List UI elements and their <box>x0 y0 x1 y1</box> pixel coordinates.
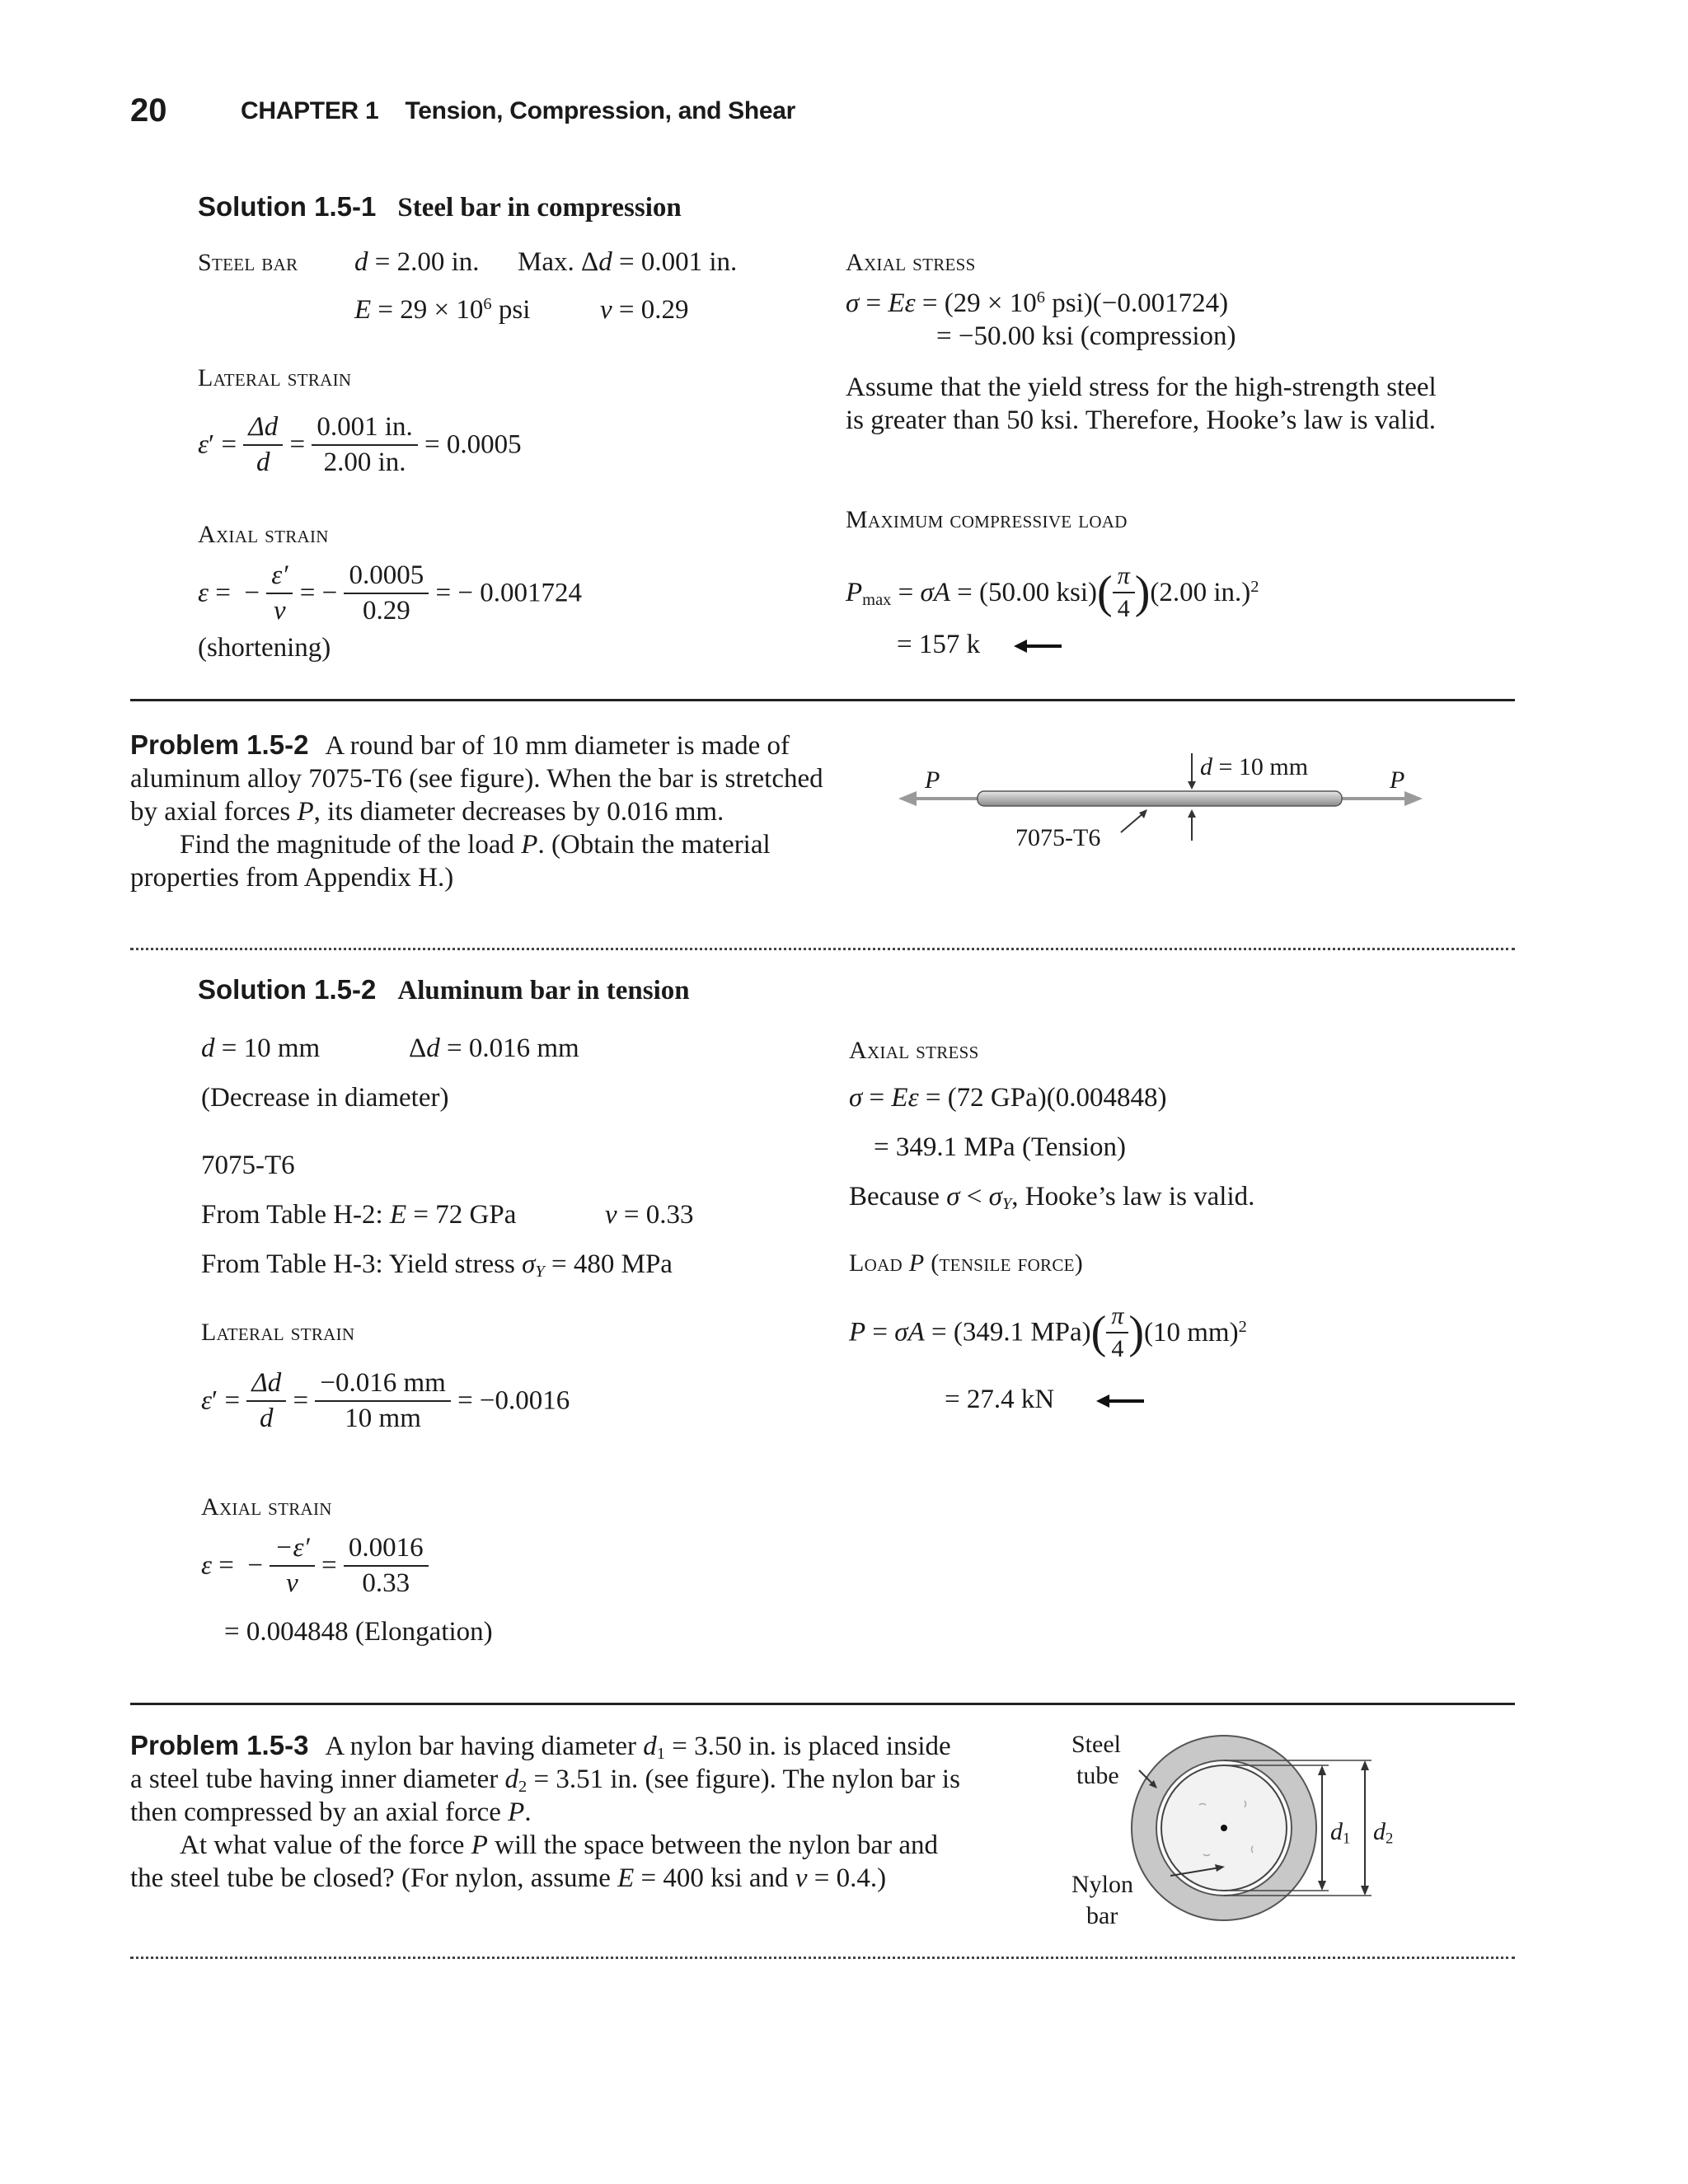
axial-stress-label: Axial stress <box>849 1037 979 1064</box>
diameter-value: d = 2.00 in. <box>354 247 480 277</box>
solution-name: Steel bar in compression <box>397 193 682 223</box>
table-h2-line: From Table H-2: E = 72 GPa <box>201 1200 517 1230</box>
solution-label: Solution 1.5-1 <box>198 191 377 222</box>
load-label: Load P (tensile force) <box>849 1249 1084 1277</box>
bar-tension-figure <box>898 750 1434 857</box>
max-diameter-change: Max. Δd = 0.001 in. <box>518 247 738 277</box>
axial-stress-equation: $\sigma = E\varepsilon = (29 \times 10^6$ psi)(−0.001724) <box>846 288 1229 318</box>
figure-tube-label: tube <box>1076 1762 1119 1789</box>
problem-label: Problem 1.5-2 <box>130 729 309 760</box>
lateral-strain-equation: ε′ = $\frac{\Delta d}{d}$ = $\frac{-0.016 mm}{10 mm}$ = −0.0016 <box>201 1368 570 1433</box>
axial-stress-label: Axial stress <box>846 249 976 276</box>
solution-name: Aluminum bar in tension <box>397 976 690 1005</box>
fraction: $\frac{\varepsilon'}{\nu}$ <box>266 560 293 626</box>
solution-label: Solution 1.5-2 <box>198 974 377 1005</box>
fraction: $\frac{0.001 in.}{2.00 in.}$ <box>312 412 417 478</box>
hooke-assumption: Assume that the yield stress for the high-strength steel is greater than 50 ksi. Therefore, Hooke’s law is valid. <box>846 373 1437 435</box>
chapter-number: CHAPTER 1 <box>241 97 379 124</box>
section-divider <box>130 699 1515 701</box>
axial-strain-label: Axial strain <box>201 1493 332 1521</box>
shortening-note: (shortening) <box>198 633 331 663</box>
modulus-value: $E = 29 \times 10^6$ psi <box>354 294 531 325</box>
chapter-heading <box>241 97 795 125</box>
load-result: = 27.4 kN <box>945 1385 1055 1414</box>
steel-bar-label: Steel bar <box>198 249 298 276</box>
fraction: $\frac{\Delta d}{d}$ <box>243 412 283 478</box>
diameter-change: Δd = 0.016 mm <box>409 1033 579 1063</box>
figure-nylon-label: Nylon <box>1071 1871 1133 1898</box>
axial-stress-result: = 349.1 MPa (Tension) <box>874 1132 1126 1162</box>
hooke-validity: Because $\sigma < \sigma_Y$, Hooke’s law is valid. <box>849 1182 1255 1214</box>
axial-strain-equation: ε = − $\frac{\varepsilon'}{\nu}$ = − $\frac{0.0005}{0.29}$ = − 0.001724 <box>198 560 582 626</box>
solution-1-5-1-title <box>198 191 682 223</box>
fraction: $\frac{0.0005}{0.29}$ <box>344 560 429 626</box>
problem-1-5-2: Problem 1.5-2 A round bar of 10 mm diameter is made of aluminum alloy 7075-T6 (see figure). When the bar is stretched by axial forces P, its diameter decreases by 0.016 mm. Find the magnitude of the load P. (Obtain the material properties from Appendix H.) <box>130 729 823 893</box>
fraction: $\frac{0.0016}{0.33}$ <box>344 1533 429 1599</box>
force-p-right: P <box>1390 766 1405 794</box>
lateral-strain-label: Lateral strain <box>198 364 352 391</box>
dotted-divider <box>130 1957 1515 1959</box>
pmax-result: = 157 k <box>897 630 981 659</box>
diameter-value: d = 10 mm <box>201 1033 321 1063</box>
decrease-note: (Decrease in diameter) <box>201 1083 449 1113</box>
figure-steel-label: Steel <box>1071 1731 1121 1758</box>
figure-d1-label: $d_1$ <box>1330 1818 1351 1848</box>
dotted-divider <box>130 948 1515 950</box>
axial-strain-result: = 0.004848 (Elongation) <box>224 1617 493 1647</box>
pmax-equation: $P_{max} = \sigma A = (50.00$ ksi)( $\frac{\pi}{4}$ )(2.00 in.)$^2$ <box>846 562 1259 622</box>
max-load-label: Maximum compressive load <box>846 506 1128 533</box>
lateral-strain-label: Lateral strain <box>201 1319 355 1346</box>
axial-strain-equation: ε = − $\frac{-\varepsilon'}{\nu}$ = $\frac{0.0016}{0.33}$ <box>201 1533 429 1599</box>
problem-label: Problem 1.5-3 <box>130 1730 309 1760</box>
chapter-title: Tension, Compression, and Shear <box>405 97 796 124</box>
figure-d2-label: $d_2$ <box>1373 1818 1394 1848</box>
axial-strain-label: Axial strain <box>198 521 329 548</box>
axial-stress-result: = −50.00 ksi (compression) <box>936 321 1236 351</box>
fraction: $\frac{-\varepsilon'}{\nu}$ <box>270 1533 315 1599</box>
figure-bar-label: bar <box>1086 1902 1118 1929</box>
load-equation: P = σA = (349.1 MPa)( $\frac{\pi}{4}$ )(10 mm)$^2$ <box>849 1302 1247 1362</box>
page-number: 20 <box>130 92 167 129</box>
table-h3-line: From Table H-3: Yield stress $\sigma_Y = 480$ MPa <box>201 1249 673 1282</box>
problem-1-5-3: Problem 1.5-3 A nylon bar having diameter $d_1 = 3.50$ in. is placed inside a steel tube having inner diameter $d_2 = 3.51$ in. (see figure). The nylon bar is then compressed by an axial force P. At what value of the force P will the space between the nylon bar and the steel tube be closed? (For nylon, assume E = 400 ksi and ν = 0.4.) <box>130 1730 960 1893</box>
figure-material-label: 7075-T6 <box>1015 824 1101 851</box>
solution-1-5-2-title <box>198 974 690 1006</box>
answer-arrow-icon <box>1014 636 1063 656</box>
alloy-name: 7075-T6 <box>201 1151 295 1180</box>
axial-stress-equation: σ = Eε = (72 GPa)(0.004848) <box>849 1083 1167 1113</box>
figure-diameter-label: d = 10 mm <box>1200 753 1309 780</box>
answer-arrow-icon <box>1096 1391 1146 1411</box>
section-divider <box>130 1703 1515 1705</box>
fraction: $\frac{\Delta d}{d}$ <box>246 1368 286 1434</box>
fraction: $\frac{-0.016 mm}{10 mm}$ <box>315 1368 450 1434</box>
poisson-value: ν = 0.33 <box>605 1200 694 1230</box>
lateral-strain-equation: ε′ = $\frac{\Delta d}{d}$ = $\frac{0.001 in.}{2.00 in.}$ = 0.0005 <box>198 412 522 477</box>
force-p-left: P <box>925 766 940 794</box>
poisson-value: ν = 0.29 <box>600 295 689 325</box>
